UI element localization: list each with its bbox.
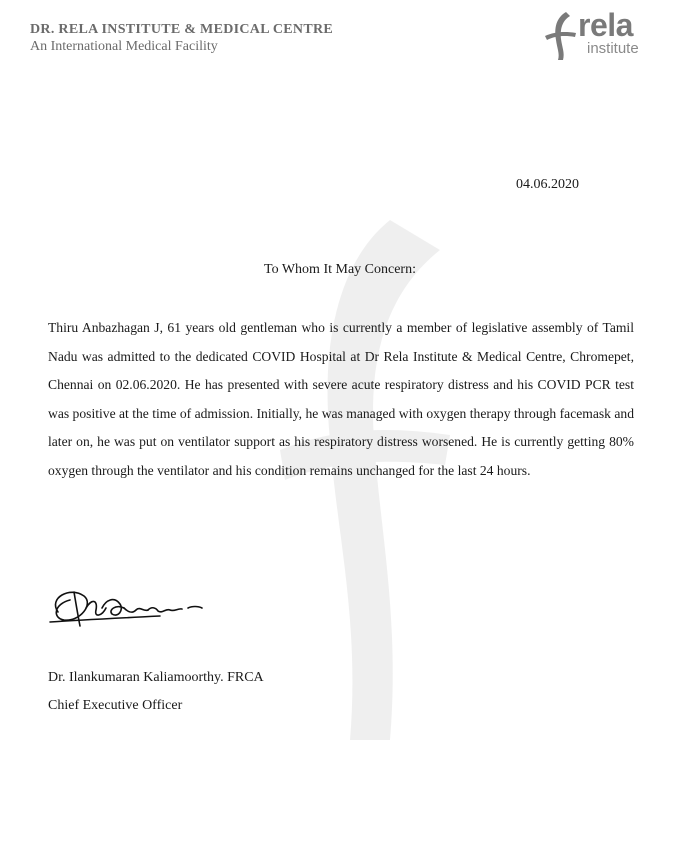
- letterhead: [30, 22, 333, 56]
- signatory-title: Chief Executive Officer: [48, 698, 183, 713]
- institution-tagline: An International Medical Facility: [30, 39, 218, 54]
- rela-logo-mark-icon: [542, 8, 582, 63]
- letter-date: 04.06.2020: [516, 177, 579, 192]
- rela-logo: [542, 8, 662, 63]
- institution-name: DR. RELA INSTITUTE & MEDICAL CENTRE: [30, 22, 334, 37]
- signatory-name: Dr. Ilankumaran Kaliamoorthy. FRCA: [48, 670, 264, 685]
- logo-wordmark: rela: [578, 7, 633, 43]
- signature-image: [40, 578, 220, 638]
- salutation: To Whom It May Concern:: [264, 262, 416, 277]
- letter-body: Thiru Anbazhagan J, 61 years old gentleman who is currently a member of legislative assembly of Tamil Nadu was admitted to the dedicated COVID Hospital at Dr Rela Institute & Medical Centre, Chromepet, Chennai on 02.06.2020. He has presented with severe acute respiratory distress and his COVID PCR test was positive at the time of admission. Initially, he was managed with oxygen therapy through facemask and later on, he was put on ventilator support as his respiratory distress worsened. He is currently getting 80% oxygen through the ventilator and his condition remains unchanged for the last 24 hours.: [48, 320, 634, 478]
- logo-subtext: institute: [587, 40, 639, 57]
